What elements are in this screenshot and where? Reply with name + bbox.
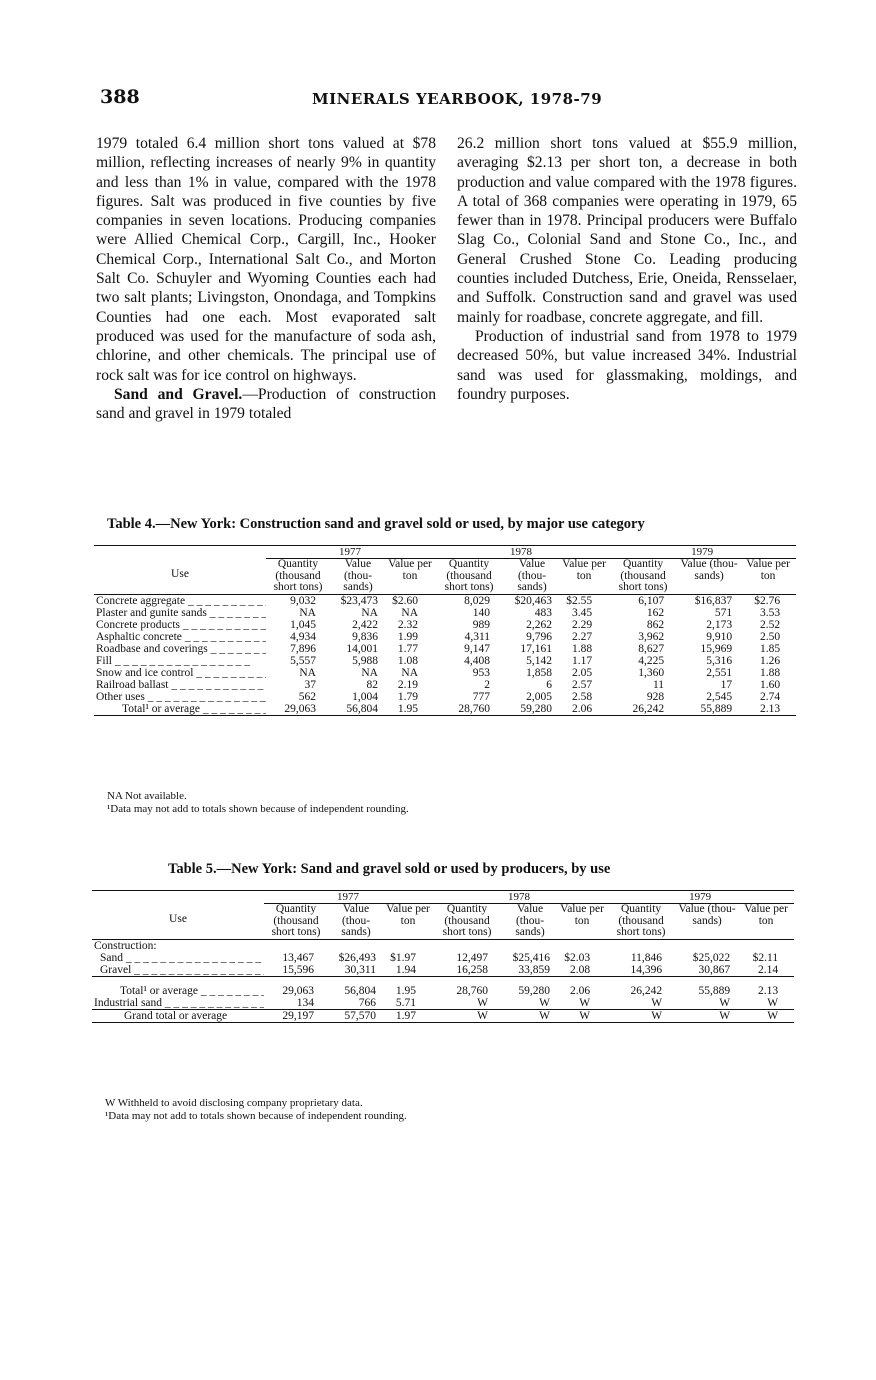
table-cell: 55,889 — [676, 976, 738, 997]
table-row — [94, 667, 796, 679]
footnote: ¹Data may not add to totals shown because of independent rounding. — [105, 1110, 407, 1122]
table-cell: 29,063 — [264, 976, 328, 997]
leader-dots — [131, 964, 264, 976]
table-cell: 862 — [646, 618, 665, 631]
paragraph — [96, 385, 436, 424]
table-cell: 5,557 — [290, 654, 316, 667]
row-label — [94, 691, 266, 703]
table-cell: 30,311 — [344, 963, 376, 976]
table-cell: 4,225 — [638, 654, 665, 667]
table-cell: 16,258 — [456, 963, 489, 976]
leader-dots — [169, 679, 267, 691]
table-cell: $26,493 — [338, 951, 376, 964]
table-cell: 56,804 — [330, 703, 386, 716]
leader-dots — [200, 703, 266, 715]
paragraph: Production of industrial sand from 1978 to 1979 decreased 50%, but value increased 34%. Industrial sand was used for glassmaking, moldings, and foundry purposes. — [457, 327, 797, 403]
header-blank — [92, 891, 264, 904]
table-cell: 6,107 — [638, 594, 665, 607]
table-cell: 562 — [298, 690, 316, 703]
text-column-left — [96, 134, 436, 423]
footnote: NA Not available. — [107, 790, 187, 802]
table-cell: 17,161 — [520, 642, 553, 655]
row-label — [94, 619, 266, 631]
table-cell: 2,545 — [706, 690, 733, 703]
table-cell: 29,063 — [266, 703, 330, 716]
table-cell: 29,197 — [264, 1009, 328, 1022]
column-header-quantity: Quantity (thousand short tons) — [266, 559, 330, 595]
paragraph: 26.2 million short tons valued at $55.9 million, averaging $2.13 per short ton, a decrease in both production and value compared with the 1978 figures. A total of 368 companies were operating in 1979, 65 fewer than in 1978. Principal producers were Buffalo Slag Co., Colonial Sand and Stone Co., Inc., and General Crushed Stone Co. Leading producing counties included Dutchess, Erie, Oneida, Rensselaer, and Suffolk. Construction sand and gravel was used mainly for roadbase, concrete aggregate, and fill. — [457, 135, 797, 326]
table-cell: W — [767, 996, 779, 1009]
table-4 — [94, 545, 796, 716]
column-header-per-ton: Value per ton — [384, 904, 432, 940]
table-cell: 483 — [534, 606, 553, 619]
running-title: MINERALS YEARBOOK, 1978-79 — [312, 90, 603, 108]
table-cell: 953 — [472, 666, 491, 679]
table-row — [94, 655, 796, 667]
leader-dots — [193, 667, 266, 679]
table-cell: 4,934 — [290, 630, 316, 643]
paragraph-text: —Production of construction sand and gravel in 1979 totaled — [96, 385, 436, 423]
table-cell: 1.79 — [397, 690, 419, 703]
table-cell: 766 — [358, 996, 376, 1009]
table-cell: 1,004 — [352, 690, 378, 703]
column-header-quantity: Quantity (thousand short tons) — [432, 904, 502, 940]
table-cell: 9,032 — [290, 594, 316, 607]
row-label — [94, 655, 266, 667]
table-cell: 15,596 — [282, 963, 314, 976]
table-cell: 140 — [472, 606, 491, 619]
table-cell: 14,396 — [630, 963, 663, 976]
leader-dots — [123, 952, 261, 964]
table-cell: 2.05 — [571, 666, 593, 679]
year-header: 1977 — [266, 546, 434, 559]
table-cell: 3.45 — [571, 606, 593, 619]
table-cell: 1.85 — [759, 642, 781, 655]
table-cell: W — [502, 1009, 558, 1022]
table-cell: 1.95 — [386, 703, 434, 716]
row-label — [94, 703, 266, 716]
table-cell: 1,858 — [526, 666, 553, 679]
column-header-use: Use — [94, 559, 266, 595]
row-label-text: Sand — [100, 951, 123, 964]
table-cell: 4,311 — [464, 630, 491, 643]
row-label-text: Industrial sand — [94, 996, 163, 1009]
table-cell: NA — [401, 666, 419, 679]
table-cell: 3.53 — [759, 606, 781, 619]
column-header-per-ton: Value per ton — [558, 904, 606, 940]
table-cell: 59,280 — [504, 703, 560, 716]
column-header-per-ton: Value per ton — [560, 559, 608, 595]
table-cell: 11 — [652, 678, 665, 691]
year-header: 1979 — [608, 546, 796, 559]
table-cell: W — [738, 1009, 794, 1022]
table-cell: $1.97 — [390, 951, 417, 964]
table-cell: 2.57 — [571, 678, 593, 691]
table-cell: $23,473 — [340, 594, 378, 607]
row-label-text: Total¹ or average — [122, 702, 200, 715]
table-cell: W — [539, 996, 551, 1009]
table-cell: 2.06 — [560, 703, 608, 716]
text-column-right — [457, 134, 797, 404]
column-header-quantity: Quantity (thousand short tons) — [608, 559, 678, 595]
row-label — [94, 643, 266, 655]
table-row — [94, 679, 796, 691]
subtotal-row — [92, 976, 794, 997]
table-cell: 9,910 — [706, 630, 733, 643]
table-cell: 1.94 — [395, 963, 417, 976]
grand-total-row — [92, 1009, 794, 1022]
table-row — [94, 607, 796, 619]
table-cell: 2.58 — [571, 690, 593, 703]
table-cell: 7,896 — [290, 642, 316, 655]
table-cell: 777 — [472, 690, 491, 703]
table-cell: 2.74 — [759, 690, 781, 703]
table-row — [92, 952, 794, 964]
table-cell: NA — [299, 666, 316, 679]
table-cell: W — [606, 1009, 676, 1022]
table-cell: 13,467 — [282, 951, 314, 964]
table-cell: 9,796 — [526, 630, 553, 643]
section-row — [92, 939, 794, 952]
table-cell: 1.88 — [571, 642, 593, 655]
table-cell: 9,836 — [352, 630, 378, 643]
table-cell: 28,760 — [432, 976, 502, 997]
table-cell: 56,804 — [328, 976, 384, 997]
table-cell: 2,551 — [706, 666, 733, 679]
row-label — [94, 679, 266, 691]
table-cell: NA — [361, 666, 378, 679]
table-cell: 8,627 — [638, 642, 665, 655]
row-label — [94, 594, 266, 607]
table-cell: 57,570 — [328, 1009, 384, 1022]
table-cell: NA — [361, 606, 378, 619]
leader-dots — [180, 619, 266, 631]
table-5 — [92, 890, 794, 1023]
table-cell: 2.08 — [569, 963, 591, 976]
table-cell: 26,242 — [606, 976, 676, 997]
table-cell: 2,173 — [706, 618, 733, 631]
table-cell: 55,889 — [678, 703, 740, 716]
column-header-quantity: Quantity (thousand short tons) — [434, 559, 504, 595]
row-label-text: Concrete aggregate — [96, 594, 186, 607]
table-cell: 28,760 — [434, 703, 504, 716]
table-cell: $2.76 — [754, 594, 781, 607]
table-cell: 989 — [472, 618, 491, 631]
row-label — [92, 1009, 264, 1022]
total-row — [94, 703, 796, 716]
leader-dots — [162, 997, 264, 1009]
row-label — [92, 976, 264, 997]
leader-dots — [182, 631, 266, 643]
table-cell: 8,029 — [464, 594, 491, 607]
column-header-value: Value (thou- sands) — [678, 559, 740, 595]
row-label — [94, 607, 266, 619]
table-4-title: Table 4.—New York: Construction sand and gravel sold or used, by major use category — [107, 516, 645, 532]
year-header: 1978 — [434, 546, 608, 559]
table-cell: $2.03 — [564, 951, 591, 964]
table-cell: 2.29 — [571, 618, 593, 631]
row-label-text: Plaster and gunite sands — [96, 606, 207, 619]
table-row — [92, 964, 794, 977]
table-cell: 2.06 — [558, 976, 606, 997]
table-cell: 2.27 — [571, 630, 593, 643]
table-cell: 33,859 — [518, 963, 551, 976]
table-cell: 1.97 — [384, 1009, 432, 1022]
table-cell: NA — [401, 606, 419, 619]
table-cell: 26,242 — [608, 703, 678, 716]
row-label — [92, 952, 264, 964]
row-label-text: Snow and ice control — [96, 666, 194, 679]
table-5-notes — [105, 1097, 407, 1123]
table-cell: 1.99 — [397, 630, 419, 643]
table-cell: 134 — [296, 996, 314, 1009]
column-header-quantity: Quantity (thousand short tons) — [606, 904, 676, 940]
table-cell: 1.88 — [759, 666, 781, 679]
column-header-value: Value (thou- sands) — [676, 904, 738, 940]
table-cell: W — [719, 996, 731, 1009]
leader-dots — [185, 595, 266, 607]
table-cell: 1,360 — [638, 666, 665, 679]
column-header-value: Value (thou- sands) — [330, 559, 386, 595]
table-cell: 4,408 — [464, 654, 491, 667]
table-cell: 1.17 — [571, 654, 593, 667]
table-cell: 1.26 — [759, 654, 781, 667]
year-header: 1979 — [606, 891, 794, 904]
row-label-text: Fill — [96, 654, 112, 667]
row-label — [92, 997, 264, 1010]
column-header-per-ton: Value per ton — [386, 559, 434, 595]
table-row — [94, 631, 796, 643]
table-cell: 2.32 — [397, 618, 419, 631]
year-header: 1977 — [264, 891, 432, 904]
table-cell: W — [558, 1009, 606, 1022]
table-cell: 3,962 — [638, 630, 665, 643]
year-header: 1978 — [432, 891, 606, 904]
table-cell: 2.14 — [757, 963, 779, 976]
table-cell: 2.50 — [759, 630, 781, 643]
table-cell: 30,867 — [698, 963, 731, 976]
table-cell: 9,147 — [464, 642, 491, 655]
table-cell: 5.71 — [395, 996, 417, 1009]
table-cell: 2 — [484, 678, 491, 691]
table-row — [94, 594, 796, 607]
table-cell: $2.11 — [752, 951, 779, 964]
table-cell: 571 — [714, 606, 733, 619]
header-blank — [94, 546, 266, 559]
table-5-title: Table 5.—New York: Sand and gravel sold or used by producers, by use — [168, 861, 611, 877]
table-cell: 2.52 — [759, 618, 781, 631]
table-cell: 17 — [720, 678, 733, 691]
table-cell: 1,045 — [290, 618, 316, 631]
table-cell: 82 — [366, 678, 378, 691]
table-row — [94, 619, 796, 631]
table-cell: 1.08 — [397, 654, 419, 667]
table-cell: 2,422 — [352, 618, 378, 631]
row-label — [94, 667, 266, 679]
industrial-row — [92, 997, 794, 1010]
table-cell: 59,280 — [502, 976, 558, 997]
table-cell: $2.60 — [392, 594, 419, 607]
table-cell: W — [579, 996, 591, 1009]
table-cell: 2.19 — [397, 678, 419, 691]
table-cell: W — [676, 1009, 738, 1022]
table-cell: 15,969 — [700, 642, 733, 655]
table-cell: 2,005 — [526, 690, 553, 703]
column-header-quantity: Quantity (thousand short tons) — [264, 904, 328, 940]
row-label-text: Asphaltic concrete — [96, 630, 182, 643]
table-cell: $20,463 — [514, 594, 553, 607]
table-cell: 37 — [304, 678, 316, 691]
table-cell: 5,142 — [526, 654, 553, 667]
row-label-text: Grand total or average — [124, 1009, 228, 1022]
table-cell: 1.60 — [759, 678, 781, 691]
row-label-text: Roadbase and coverings — [96, 642, 208, 655]
row-label — [92, 964, 264, 977]
row-label-text: Concrete products — [96, 618, 180, 631]
table-cell: 2.13 — [740, 703, 796, 716]
table-cell: 6 — [546, 678, 553, 691]
table-cell: $25,416 — [512, 951, 551, 964]
section-label: Construction: — [94, 939, 157, 952]
footnote: ¹Data may not add to totals shown because of independent rounding. — [107, 803, 409, 815]
page-number: 388 — [100, 86, 140, 108]
table-cell: 5,316 — [706, 654, 733, 667]
table-cell: $25,022 — [692, 951, 731, 964]
table-cell: W — [477, 996, 489, 1009]
row-label-text: Other uses — [96, 690, 145, 703]
table-cell: 11,846 — [630, 951, 663, 964]
table-cell: 14,001 — [346, 642, 378, 655]
column-header-use: Use — [92, 904, 264, 940]
column-header-value: Value (thou- sands) — [502, 904, 558, 940]
table-cell: 928 — [646, 690, 665, 703]
column-header-value: Value (thou- sands) — [504, 559, 560, 595]
leader-dots — [145, 691, 266, 703]
table-4-notes — [107, 790, 409, 816]
column-header-per-ton: Value per ton — [740, 559, 796, 595]
leader-dots — [208, 643, 266, 655]
row-label-text: Total¹ or average — [120, 984, 198, 997]
table-cell: W — [651, 996, 663, 1009]
row-label — [94, 631, 266, 643]
table-cell: W — [432, 1009, 502, 1022]
table-cell: 2,262 — [526, 618, 553, 631]
column-header-per-ton: Value per ton — [738, 904, 794, 940]
table-cell: 12,497 — [456, 951, 489, 964]
table-row — [94, 643, 796, 655]
table-cell: 162 — [646, 606, 665, 619]
leader-dots — [198, 985, 264, 997]
table-cell: $2.55 — [566, 594, 593, 607]
table-row — [94, 691, 796, 703]
section-heading: Sand and Gravel. — [114, 385, 243, 403]
table-cell: NA — [299, 606, 316, 619]
paragraph: 1979 totaled 6.4 million short tons valued at $78 million, reflecting increases of nearly 9% in quantity and less than 1% in value, compared with the 1978 figures. Salt was produced in five counties by five companies in seven locations. Producing companies were Allied Chemical Corp., Cargill, Inc., Hooker Chemical Corp., International Salt Co., and Morton Salt Co. Schuyler and Wyoming Counties each had two salt plants; Livingston, Onondaga, and Tompkins Counties had one each. Most evaporated salt produced was used for the manufacture of soda ash, chlorine, and other chemicals. The principal use of rock salt was for ice control on highways. — [96, 135, 436, 384]
table-cell: 1.95 — [384, 976, 432, 997]
row-label-text: Railroad ballast — [96, 678, 169, 691]
table-cell: 2.13 — [738, 976, 794, 997]
table-cell: 1.77 — [397, 642, 419, 655]
column-header-value: Value (thou- sands) — [328, 904, 384, 940]
row-label-text: Gravel — [100, 963, 132, 976]
table-cell: $16,837 — [694, 594, 733, 607]
leader-dots — [207, 607, 266, 619]
leader-dots — [112, 655, 250, 667]
footnote: W Withheld to avoid disclosing company proprietary data. — [105, 1097, 363, 1109]
table-cell: 5,988 — [352, 654, 378, 667]
